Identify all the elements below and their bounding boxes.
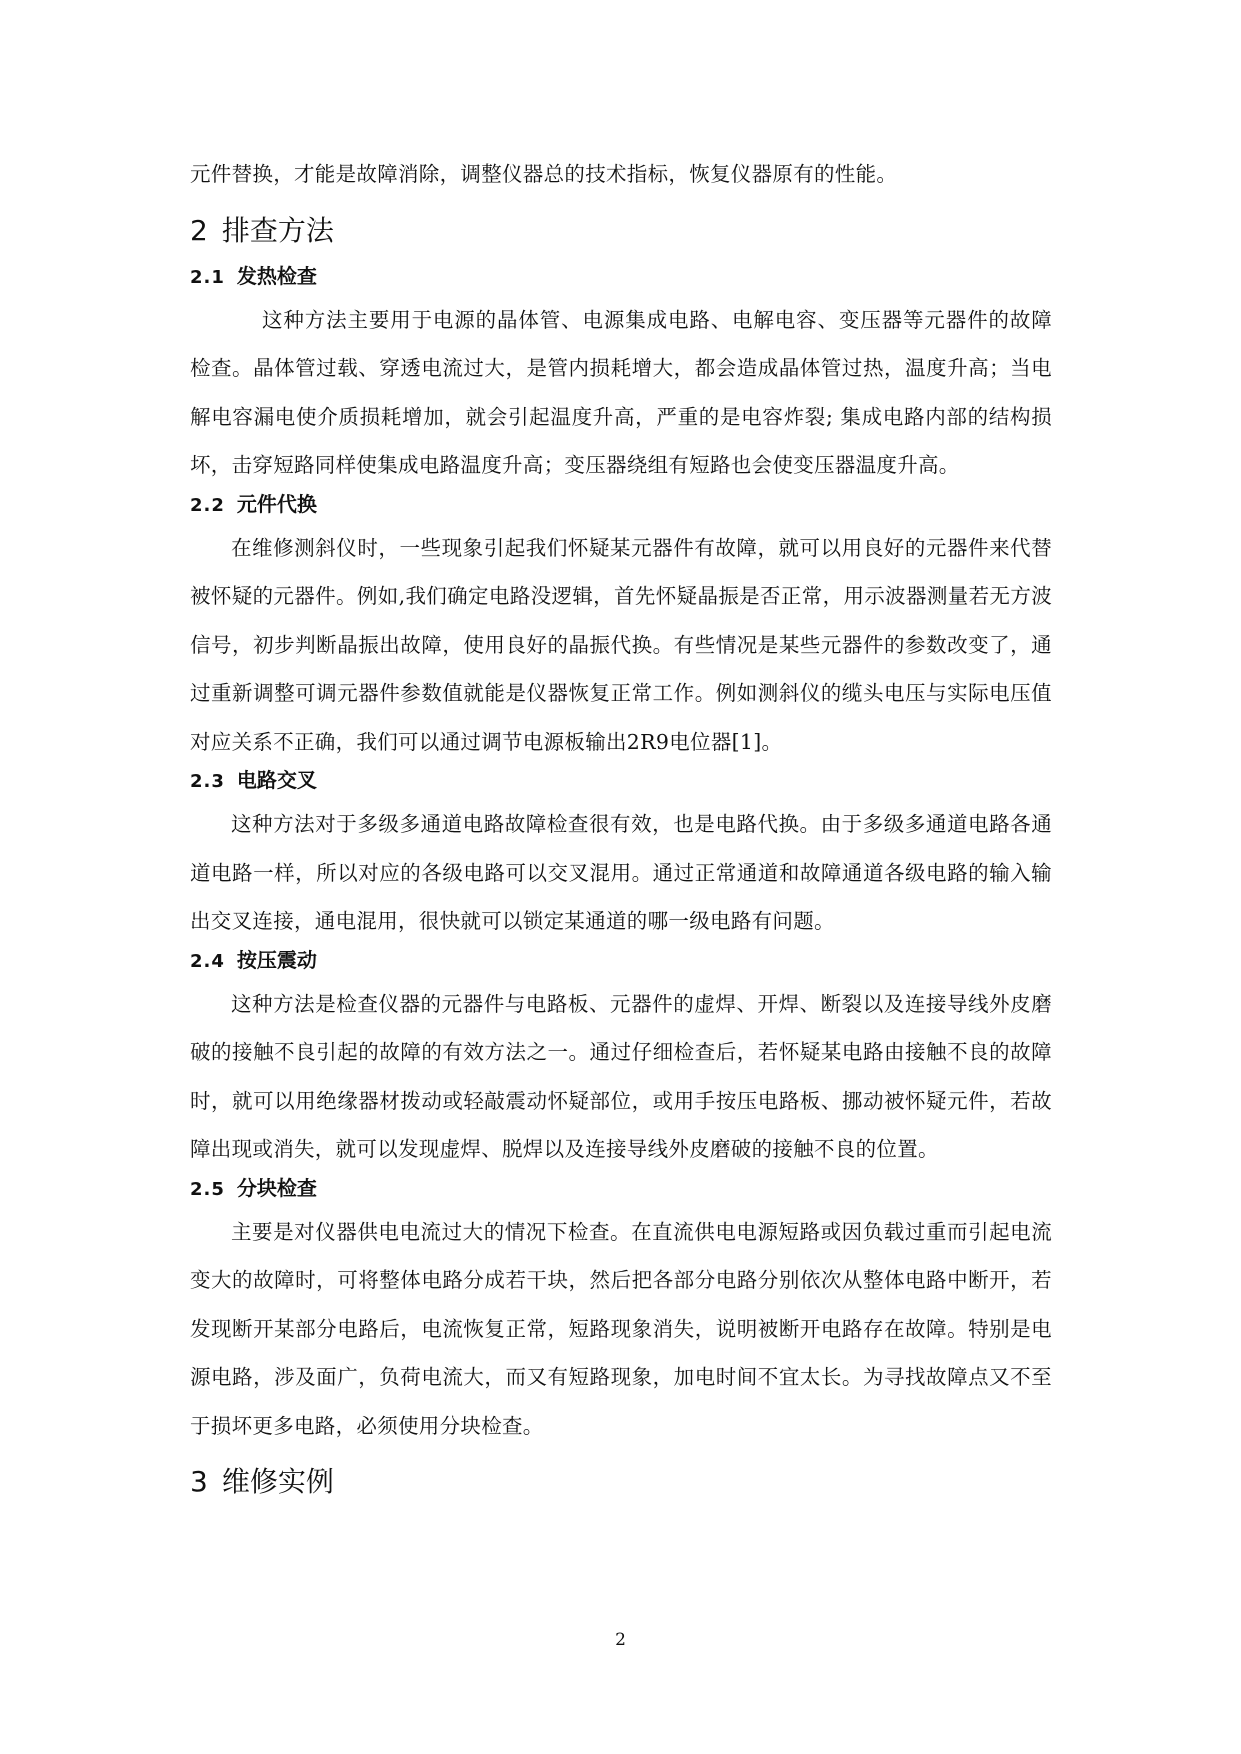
subsection-title: 元件代换 bbox=[236, 491, 317, 516]
paragraph-2-5: 主要是对仪器供电电流过大的情况下检查。在直流供电电源短路或因负载过重而引起电流变大的故障时，可将整体电路分成若干块，然后把各部分电路分别依次从整体电路中断开，若发现断开某部分电路后，电流恢复正常，短路现象消失，说明被断开电路存在故障。特别是电源电路，涉及面广，负荷电流大，而又有短路现象，加电时间不宜太长。为寻找故障点又不至于损坏更多电路，必须使用分块检查。 bbox=[190, 1219, 1052, 1438]
page-number: 2 bbox=[615, 1630, 626, 1650]
subsection-title: 分块检查 bbox=[236, 1175, 317, 1200]
section-title: 排查方法 bbox=[221, 213, 334, 247]
subsection-title: 电路交叉 bbox=[236, 768, 317, 792]
subsection-heading-2-3 bbox=[190, 766, 1052, 794]
intro-paragraph: 元件替换，才能是故障消除，调整仪器总的技术指标，恢复仪器原有的性能。 bbox=[190, 162, 898, 186]
paragraph-2-3: 这种方法对于多级多通道电路故障检查很有效，也是电路代换。由于多级多通道电路各通道电路一样，所以对应的各级电路可以交叉混用。通过正常通道和故障通道各级电路的输入输出交叉连接，通电混用，很快就可以锁定某通道的哪一级电路有问题。 bbox=[190, 812, 1052, 933]
section-number: 2 bbox=[190, 213, 208, 247]
section-heading-2 bbox=[190, 211, 1052, 251]
subsection-heading-2-1 bbox=[190, 262, 1052, 290]
subsection-number: 2.5 bbox=[190, 1178, 225, 1200]
subsection-title: 按压震动 bbox=[236, 947, 317, 972]
subsection-title: 发热检查 bbox=[236, 263, 317, 288]
section-heading-3 bbox=[190, 1462, 1052, 1502]
paragraph-2-1: 这种方法主要用于电源的晶体管、电源集成电路、电解电容、变压器等元器件的故障检查。晶体管过载、穿透电流过大，是管内损耗增大，都会造成晶体管过热，温度升高；当电解电容漏电使介质损耗增加，就会引起温度升高，严重的是电容炸裂; 集成电路内部的结构损坏，击穿短路同样使集成电路温度升高；变压器绕组有短路也会使变压器温度升高。 bbox=[190, 307, 1052, 477]
section-title: 维修实例 bbox=[221, 1465, 334, 1498]
subsection-heading-2-4 bbox=[190, 946, 1052, 974]
subsection-heading-2-2 bbox=[190, 490, 1052, 518]
section-number: 3 bbox=[190, 1465, 208, 1498]
paragraph-2-2: 在维修测斜仪时，一些现象引起我们怀疑某元器件有故障，就可以用良好的元器件来代替被怀疑的元器件。例如,我们确定电路没逻辑，首先怀疑晶振是否正常，用示波器测量若无方波信号，初步判断晶振出故障，使用良好的晶振代换。有些情况是某些元器件的参数改变了，通过重新调整可调元器件参数值就能是仪器恢复正常工作。例如测斜仪的缆头电压与实际电压值对应关系不正确，我们可以通过调节电源板输出2R9电位器[1]。 bbox=[190, 535, 1052, 754]
subsection-number: 2.3 bbox=[190, 771, 225, 792]
subsection-number: 2.1 bbox=[190, 266, 225, 288]
subsection-heading-2-5 bbox=[190, 1174, 1052, 1202]
subsection-number: 2.4 bbox=[190, 950, 225, 972]
subsection-number: 2.2 bbox=[190, 494, 225, 516]
paragraph-2-4: 这种方法是检查仪器的元器件与电路板、元器件的虚焊、开焊、断裂以及连接导线外皮磨破的接触不良引起的故障的有效方法之一。通过仔细检查后，若怀疑某电路由接触不良的故障时，就可以用绝缘器材拨动或轻敲震动怀疑部位，或用手按压电路板、挪动被怀疑元件，若故障出现或消失，就可以发现虚焊、脱焊以及连接导线外皮磨破的接触不良的位置。 bbox=[190, 991, 1052, 1161]
page-content bbox=[190, 150, 1052, 1502]
